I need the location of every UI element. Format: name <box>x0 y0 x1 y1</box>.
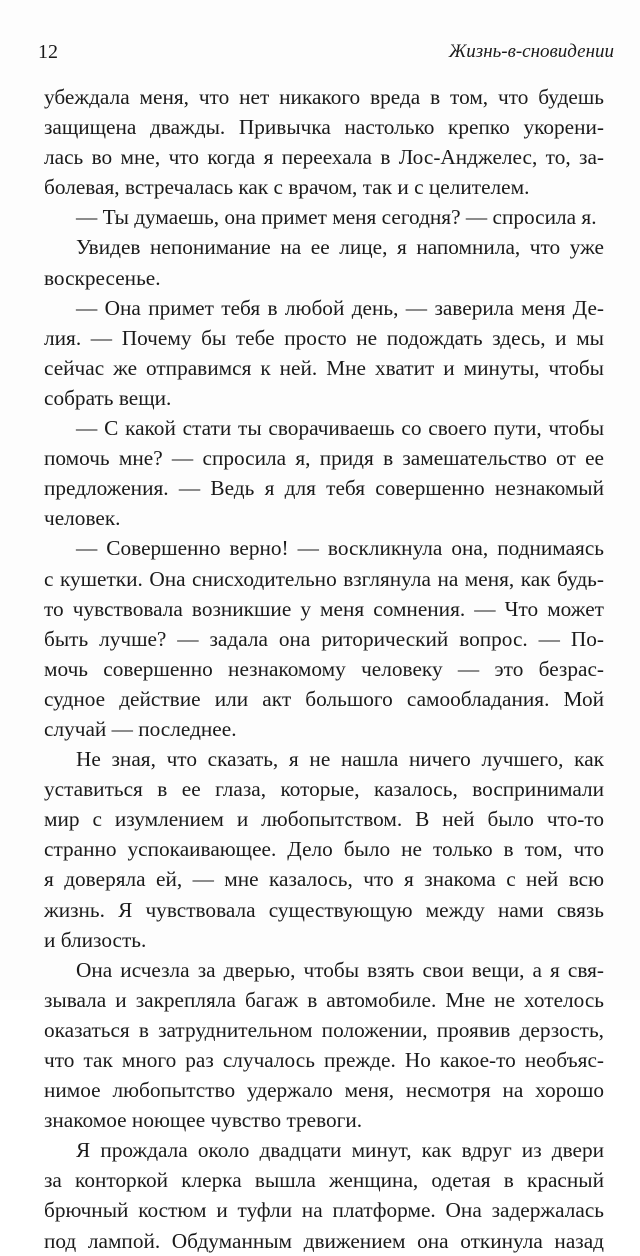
paragraph <box>44 955 604 1136</box>
text-line: предложения. — Ведь я для тебя совершенно незнакомый <box>44 476 604 501</box>
text-line: Она исчезла за дверью, чтобы взять свои вещи, а я свя- <box>76 957 604 982</box>
body-text <box>44 82 604 1256</box>
text-line: я доверяла ей, — мне казалось, что я знакома с ней всю <box>44 867 604 892</box>
text-line: человек. <box>44 506 121 531</box>
text-line: уставиться в ее глаза, которые, казалось, воспринимали <box>44 777 604 802</box>
text-line: то чувствовала возникшие у меня сомнения. — Что может <box>44 596 604 621</box>
page-header <box>38 40 614 70</box>
text-line: — Она примет тебя в любой день, — заверила меня Де- <box>76 295 604 320</box>
text-line: сейчас же отправимся к ней. Мне хватит и минуты, чтобы <box>44 355 604 380</box>
text-line: что так много раз случалось прежде. Но какое-то необъяс- <box>44 1048 604 1072</box>
running-title: Жизнь-в-сновидении <box>448 41 614 62</box>
text-line: нимое любопытство удержало меня, несмотря на хорошо <box>44 1078 604 1103</box>
paragraph <box>44 413 604 533</box>
text-line: случай — последнее. <box>44 716 237 741</box>
text-line: — С какой стати ты сворачиваешь со своего пути, чтобы <box>76 416 604 441</box>
paragraph <box>44 293 604 413</box>
text-line: странно успокаивающее. Дело было не только в том, что <box>44 837 604 862</box>
text-line: жизнь. Я чувствовала существующую между нами связь <box>44 897 604 922</box>
text-line: помочь мне? — спросила я, придя в замешательство от ее <box>44 446 604 471</box>
text-line: убеждала меня, что нет никакого вреда в том, что будешь <box>44 85 604 109</box>
paragraph <box>44 82 604 202</box>
text-line: болевая, встречалась как с врачом, так и с целителем. <box>44 175 530 200</box>
text-line: — Совершенно верно! — воскликнула она, поднимаясь <box>76 536 604 561</box>
text-line: защищена дважды. Привычка настолько крепко укорени- <box>44 115 604 140</box>
text-line: с кушетки. Она снисходительно взглянула на меня, как будь- <box>44 566 604 591</box>
page-number: 12 <box>38 41 58 63</box>
text-line: лия. — Почему бы тебе просто не подождать здесь, и мы <box>44 325 604 350</box>
text-line: под лампой. Обдуманным движением она откинула назад <box>44 1228 604 1253</box>
text-line: и близость. <box>44 927 147 952</box>
text-line: Я прождала около двадцати минут, как вдруг из двери <box>76 1138 604 1163</box>
text-line: воскресенье. <box>44 265 161 290</box>
text-line: Не зная, что сказать, я не нашла ничего лучшего, как <box>76 747 604 772</box>
paragraph <box>44 744 604 955</box>
text-line: собрать вещи. <box>44 385 172 410</box>
text-line: лась во мне, что когда я переехала в Лос-Анджелес, то, за- <box>44 145 604 170</box>
paragraph <box>44 533 604 744</box>
text-line: брючный костюм и туфли на платформе. Она задержалась <box>44 1198 604 1223</box>
text-line: Увидев непонимание на ее лице, я напомнила, что уже <box>76 235 604 260</box>
text-line: зывала и закрепляла багаж в автомобиле. Мне не хотелось <box>44 987 604 1012</box>
text-line: мочь совершенно незнакомому человеку — это безрас- <box>44 656 604 681</box>
text-line: знакомое ноющее чувство тревоги. <box>44 1108 363 1133</box>
paragraph <box>44 232 604 292</box>
text-line: оказаться в затруднительном положении, проявив дерзость, <box>44 1017 604 1042</box>
text-line: за конторкой клерка вышла женщина, одетая в красный <box>44 1168 604 1193</box>
text-line: быть лучше? — задала она риторический вопрос. — По- <box>44 626 604 651</box>
paragraph <box>44 1135 604 1255</box>
text-line: мир с изумлением и любопытством. В ней было что-то <box>44 807 604 832</box>
text-line: судное действие или акт большого самообладания. Мой <box>44 686 604 711</box>
text-line: — Ты думаешь, она примет меня сегодня? — спросила я. <box>76 205 597 230</box>
paragraph <box>44 202 604 232</box>
